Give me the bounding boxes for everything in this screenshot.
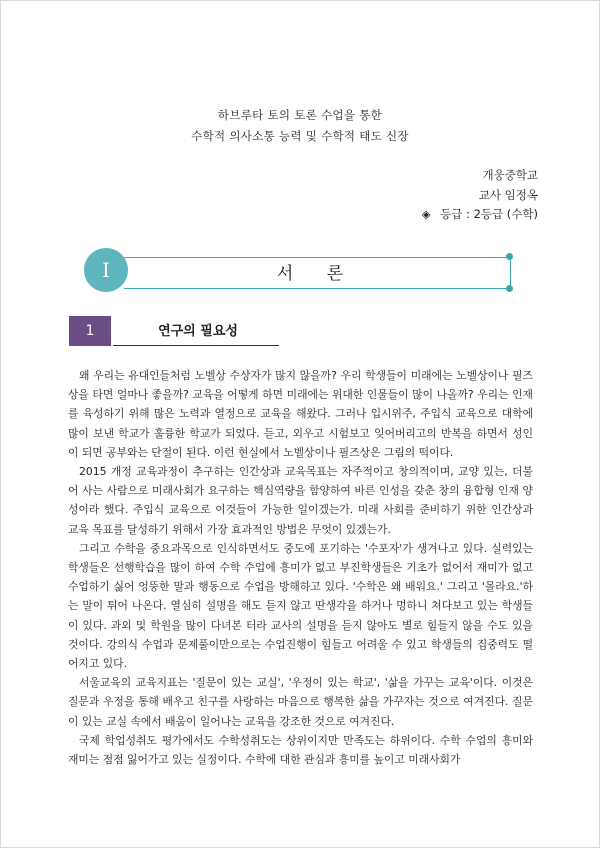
chapter-banner	[84, 248, 516, 298]
teacher-name: 교사 임정옥	[478, 188, 538, 202]
body-text	[68, 366, 533, 769]
grade-line	[422, 206, 538, 222]
diamond-bullet-icon: ◈	[421, 207, 431, 221]
chapter-banner-right-line	[510, 257, 511, 288]
school-name: 개웅중학교	[482, 168, 538, 182]
chapter-banner-bottom-line	[124, 288, 510, 289]
paragraph: 2015 개정 교육과정이 추구하는 인간상과 교육목표는 자주적이고 창의적이며, 교양 있는, 더불어 사는 사람으로 미래사회가 요구하는 핵심역량을 함양하여 바른 인성을 갖춘 창의 융합형 인재 양성이라 했다. 주입식 교육으로 이것들이 가능한 일이겠는가. 미래 사회를 준비하기 위한 인간상과 교육 목표를 달성하기 위해서 가장 효과적인 방법은 무엇이 있겠는가.	[68, 465, 533, 536]
chapter-number-badge	[84, 248, 128, 292]
chapter-corner-dot-icon	[506, 285, 513, 292]
chapter-title: 서 론	[276, 264, 358, 284]
paragraph: 국제 학업성취도 평가에서도 수학성취도는 상위이지만 만족도는 하위이다. 수학 수업의 흥미와 재미는 점점 잃어가고 있는 실정이다. 수학에 대한 관심과 흥미를 높이고 미래사회가	[68, 733, 533, 767]
paragraph: 왜 우리는 유대인들처럼 노벨상 수상자가 많지 않을까? 우리 학생들이 미래에는 노벨상이나 필즈상을 타면 얼마나 좋을까? 교육을 어떻게 하면 미래에는 위대한 인물들이 많이 나올까? 우리는 인재를 육성하기 위해 많은 노력과 열정으로 교육을 해왔다. 그러나 입시위주, 주입식 교육으로 대학에 많이 보낸 학교가 훌륭한 학교가 되었다. 듣고, 외우고 시험보고 잊어버리고의 반복을 하면서 성인이 되면 공부와는 단절이 된다. 이런 현실에서 노벨상이나 필즈상은 그림의 떡이다.	[68, 369, 533, 459]
grade-text: 등급 : 2등급 (수학)	[440, 207, 538, 221]
section-header	[69, 316, 279, 346]
paragraph: 서울교육의 교육지표는 '질문이 있는 교실', '우정이 있는 학교', '삶을 가꾸는 교육'이다. 이것은 질문과 우정을 통해 배우고 친구를 사랑하는 마음으로 행복한 삶을 가꾸자는 것으로 여겨진다. 질문이 있는 교실 속에서 배움이 일어나는 교육을 강조한 것으로 여겨진다.	[68, 676, 533, 728]
section-title: 연구의 필요성	[158, 324, 238, 339]
chapter-numeral: I	[102, 258, 110, 282]
section-number: 1	[85, 323, 95, 339]
section-number-badge	[69, 316, 111, 346]
document-title-line-1: 하브루타 토의 토론 수업을 통한	[217, 108, 383, 122]
document-title-line-2: 수학적 의사소통 능력 및 수학적 태도 신장	[191, 129, 409, 143]
chapter-banner-top-line	[124, 257, 510, 258]
section-underline	[113, 345, 279, 346]
paragraph: 그리고 수학을 중요과목으로 인식하면서도 중도에 포기하는 '수포자'가 생겨나고 있다. 실력있는 학생들은 선행학습을 많이 하여 수학 수업에 흥미가 없고 부진학생들은 기초가 없어서 재미가 없고 수업하기 싫어 엉뚱한 말과 행동으로 수업을 방해하고 있다. '수학은 왜 배워요.' 그리고 '몰라요.'하는 말이 튀어 나온다. 열심히 설명을 해도 듣지 않고 딴생각을 하거나 멍하니 쳐다보고 있는 학생들이 있다. 과외 및 학원을 많이 다녀본 터라 교사의 설명을 듣지 않아도 별로 힘들지 않을 수도 있을 것이다. 강의식 수업과 문제풀이만으로는 수업진행이 힘들고 어려울 수 있고 학생들의 집중력도 떨어지고 있다.	[68, 541, 533, 671]
